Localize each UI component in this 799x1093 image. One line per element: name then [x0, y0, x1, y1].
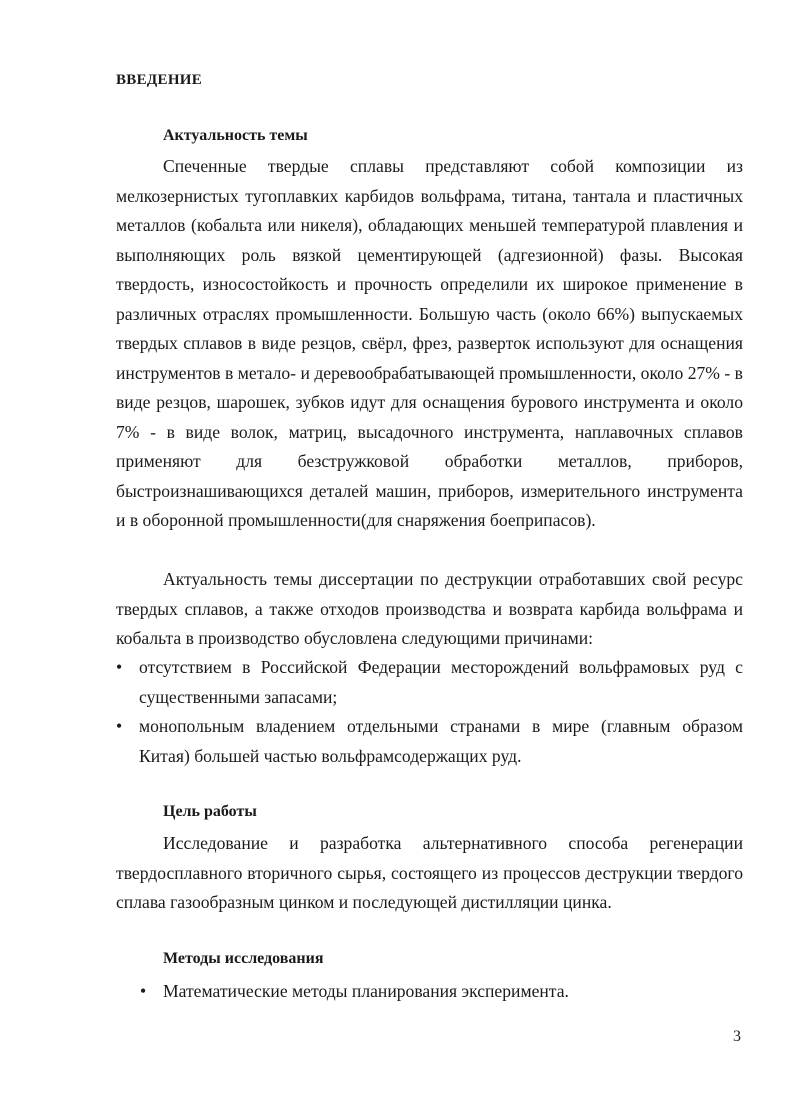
list-item — [140, 977, 743, 1007]
list-item — [116, 653, 743, 712]
section-title-relevance: Актуальность темы — [163, 127, 308, 144]
main-title: ВВЕДЕНИЕ — [116, 72, 203, 88]
section-title-goal: Цель работы — [163, 803, 257, 820]
list-item — [116, 712, 743, 771]
bullet-text: монопольным владением отдельными странами в мире (главным образом Китая) большей частью вольфрамсодержащих руд. — [139, 716, 743, 766]
bullet-text: отсутствием в Российской Федерации месторождений вольфрамовых руд с существенными запасами; — [139, 657, 743, 707]
paragraph-relevance-body: Спеченные твердые сплавы представляют собой композиции из мелкозернистых тугоплавких карбидов вольфрама, титана, тантала и пластичных металлов (кобальта или никеля), обладающих меньшей температурой плавления и выполняющих роль вязкой цементирующей (адгезионной) фазы. Высокая твердость, износостойкость и прочность определили их широкое применение в различных отраслях промышленности. Большую часть (около 66%) выпускаемых твердых сплавов в виде резцов, свёрл, фрез, разверток используют для оснащения инструментов в метало- и деревообрабатывающей промышленности, около 27% - в виде резцов, шарошек, зубков идут для оснащения бурового инструмента и около 7% - в виде волок, матриц, высадочного инструмента, наплавочных сплавов применяют для безстружковой обработки металлов, приборов, быстроизнашивающихся деталей машин, приборов, измерительного инструмента и в оборонной промышленности(для снаряжения боеприпасов). — [116, 156, 743, 530]
section-title-methods: Методы исследования — [163, 950, 324, 967]
bullet-icon: • — [116, 657, 123, 677]
bullet-text: Математические методы планирования эксперимента. — [163, 981, 569, 1001]
bullet-icon: • — [116, 716, 123, 736]
paragraph-relevance-reasons: Актуальность темы диссертации по деструкции отработавших свой ресурс твердых сплавов, а также отходов производства и возврата карбида вольфрама и кобальта в производство обусловлена следующими причинами: — [116, 569, 743, 648]
bullet-icon: • — [140, 981, 147, 1001]
page-number: 3 — [733, 1028, 741, 1045]
paragraph-goal-body: Исследование и разработка альтернативного способа регенерации твердосплавного вторичного сырья, состоящего из процессов деструкции твердого сплава газообразным цинком и последующей дистилляции цинка. — [116, 833, 743, 912]
